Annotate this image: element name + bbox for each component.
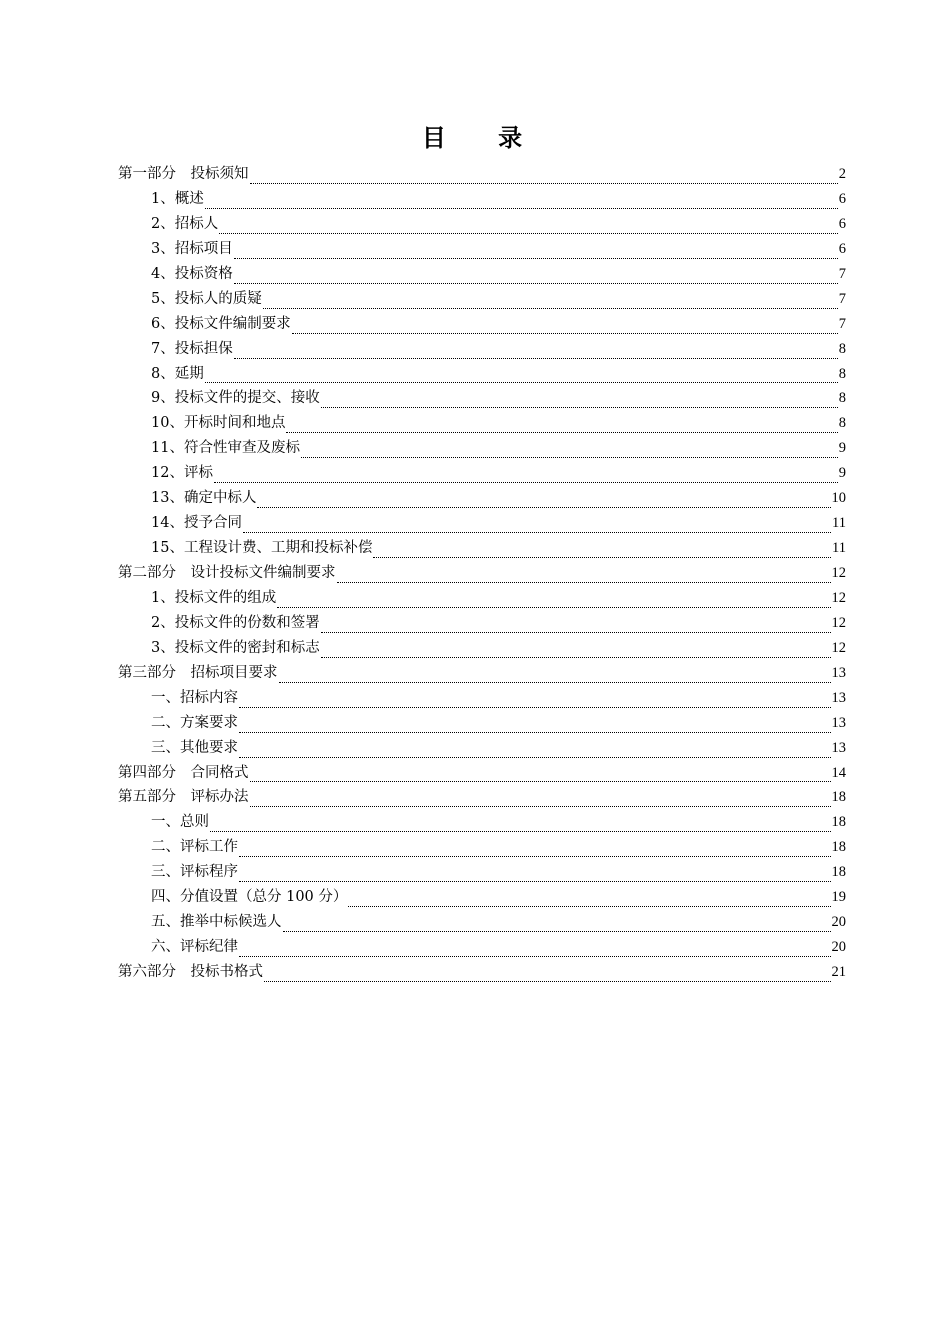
toc-dot-leader <box>239 867 831 882</box>
toc-section-entry[interactable] <box>118 337 846 362</box>
toc-section-entry[interactable] <box>118 910 846 935</box>
toc-page-number: 18 <box>831 789 846 806</box>
toc-entry-label: 5、投标人的质疑 <box>151 290 262 307</box>
toc-dot-leader <box>205 194 838 209</box>
toc-page-number: 19 <box>831 889 846 906</box>
toc-section-entry[interactable] <box>118 686 846 711</box>
toc-page-number: 8 <box>838 390 846 407</box>
toc-section-entry[interactable] <box>118 436 846 461</box>
toc-page-number: 20 <box>831 914 846 931</box>
toc-entry-label: 第六部分 投标书格式 <box>118 964 263 980</box>
toc-entry-label: 三、其他要求 <box>151 739 238 756</box>
toc-section-entry[interactable] <box>118 736 846 761</box>
toc-section-entry[interactable] <box>118 511 846 536</box>
toc-page-number: 7 <box>838 315 846 332</box>
toc-page-number: 11 <box>832 515 846 532</box>
toc-part-entry[interactable] <box>118 761 846 786</box>
toc-section-entry[interactable] <box>118 411 846 436</box>
toc-entry-label: 3、投标文件的密封和标志 <box>151 639 320 656</box>
toc-entry-label: 五、推举中标候选人 <box>151 914 282 931</box>
toc-section-entry[interactable] <box>118 860 846 885</box>
toc-entry-label: 六、评标纪律 <box>151 939 238 956</box>
toc-entry-label: 7、投标担保 <box>151 340 233 357</box>
toc-entry-label: 1、投标文件的组成 <box>151 589 277 606</box>
toc-part-entry[interactable] <box>118 960 846 985</box>
toc-page-number: 13 <box>831 714 846 731</box>
toc-entry-label: 第三部分 招标项目要求 <box>118 664 278 681</box>
toc-page-number: 6 <box>838 190 846 207</box>
toc-page-number: 8 <box>838 340 846 357</box>
toc-dot-leader <box>205 368 838 383</box>
toc-dot-leader <box>234 269 838 284</box>
toc-entry-label: 二、评标工作 <box>151 839 238 856</box>
toc-dot-leader <box>239 842 831 857</box>
toc-dot-leader <box>250 767 831 782</box>
toc-dot-leader <box>279 668 831 683</box>
toc-dot-leader <box>214 468 838 483</box>
toc-dot-leader <box>337 568 831 583</box>
toc-entry-label: 一、总则 <box>151 814 209 831</box>
toc-dot-leader <box>239 743 831 758</box>
toc-section-entry[interactable] <box>118 362 846 387</box>
toc-dot-leader <box>286 418 837 433</box>
toc-entry-label: 一、招标内容 <box>151 689 238 706</box>
toc-section-entry[interactable] <box>118 486 846 511</box>
toc-page-number: 18 <box>831 839 846 856</box>
toc-page-number: 12 <box>831 565 846 581</box>
toc-section-entry[interactable] <box>118 187 846 212</box>
toc-page-number: 10 <box>831 490 846 507</box>
toc-section-entry[interactable] <box>118 636 846 661</box>
toc-page-number: 9 <box>838 465 846 482</box>
table-of-contents <box>118 162 846 985</box>
toc-section-entry[interactable] <box>118 885 846 910</box>
toc-dot-leader <box>264 967 831 982</box>
toc-dot-leader <box>263 294 838 309</box>
toc-page-number: 12 <box>831 589 846 606</box>
toc-section-entry[interactable] <box>118 536 846 561</box>
toc-entry-label: 11、符合性审查及废标 <box>151 440 300 457</box>
toc-dot-leader <box>219 219 838 234</box>
toc-dot-leader <box>210 817 831 832</box>
toc-dot-leader <box>239 718 831 733</box>
toc-dot-leader <box>292 319 838 334</box>
toc-dot-leader <box>234 244 838 259</box>
toc-dot-leader <box>250 169 838 184</box>
toc-page-number: 13 <box>831 664 846 681</box>
toc-page-number: 13 <box>831 739 846 756</box>
toc-dot-leader <box>234 344 838 359</box>
toc-entry-label: 第五部分 评标办法 <box>118 789 249 806</box>
toc-entry-label: 三、评标程序 <box>151 864 238 881</box>
toc-section-entry[interactable] <box>118 287 846 312</box>
toc-entry-label: 15、工程设计费、工期和投标补偿 <box>151 540 373 557</box>
toc-title: 目 录 <box>421 123 545 152</box>
toc-section-entry[interactable] <box>118 810 846 835</box>
toc-entry-label: 2、投标文件的份数和签署 <box>151 614 320 631</box>
toc-entry-label: 四、分值设置（总分 100 分） <box>151 889 348 906</box>
toc-page-number: 13 <box>831 689 846 706</box>
toc-page-number: 21 <box>831 964 846 980</box>
toc-entry-label: 第四部分 合同格式 <box>118 764 249 781</box>
toc-page-number: 9 <box>838 440 846 457</box>
toc-page-number: 18 <box>831 864 846 881</box>
toc-dot-leader <box>321 618 831 633</box>
toc-dot-leader <box>321 643 831 658</box>
toc-dot-leader <box>239 942 831 957</box>
toc-page-number: 7 <box>838 290 846 307</box>
toc-dot-leader <box>277 593 830 608</box>
toc-entry-label: 2、招标人 <box>151 215 219 232</box>
toc-entry-label: 14、授予合同 <box>151 515 242 532</box>
toc-entry-label: 13、确定中标人 <box>151 490 257 507</box>
toc-entry-label: 第二部分 设计投标文件编制要求 <box>118 565 336 581</box>
toc-page-number: 18 <box>831 814 846 831</box>
toc-page-number: 12 <box>831 639 846 656</box>
toc-section-entry[interactable] <box>118 835 846 860</box>
toc-dot-leader <box>250 792 831 807</box>
toc-part-entry[interactable] <box>118 785 846 810</box>
toc-page-number: 11 <box>832 540 846 557</box>
toc-page-number: 6 <box>838 215 846 232</box>
toc-entry-label: 1、概述 <box>151 190 204 207</box>
toc-section-entry[interactable] <box>118 237 846 262</box>
toc-dot-leader <box>257 493 830 508</box>
toc-entry-label: 10、开标时间和地点 <box>151 415 286 432</box>
toc-section-entry[interactable] <box>118 262 846 287</box>
toc-dot-leader <box>348 892 830 907</box>
toc-section-entry[interactable] <box>118 935 846 960</box>
toc-entry-label: 第一部分 投标须知 <box>118 166 249 182</box>
toc-part-entry[interactable] <box>118 661 846 686</box>
toc-page-number: 8 <box>838 365 846 382</box>
toc-dot-leader <box>283 917 831 932</box>
toc-dot-leader <box>301 443 838 458</box>
toc-page-number: 2 <box>838 166 846 182</box>
toc-page-number: 12 <box>831 614 846 631</box>
toc-entry-label: 6、投标文件编制要求 <box>151 315 291 332</box>
toc-dot-leader <box>321 393 838 408</box>
toc-entry-label: 3、招标项目 <box>151 240 233 257</box>
toc-entry-label: 二、方案要求 <box>151 714 238 731</box>
toc-section-entry[interactable] <box>118 586 846 611</box>
toc-dot-leader <box>243 518 831 533</box>
toc-part-entry[interactable] <box>118 162 846 187</box>
toc-page-number: 8 <box>838 415 846 432</box>
toc-section-entry[interactable] <box>118 611 846 636</box>
toc-page-number: 7 <box>838 265 846 282</box>
toc-section-entry[interactable] <box>118 386 846 411</box>
toc-part-entry[interactable] <box>118 561 846 586</box>
toc-dot-leader <box>373 543 831 558</box>
toc-entry-label: 8、延期 <box>151 365 204 382</box>
toc-section-entry[interactable] <box>118 212 846 237</box>
toc-page-number: 20 <box>831 939 846 956</box>
toc-page-number: 6 <box>838 240 846 257</box>
toc-entry-label: 12、评标 <box>151 465 213 482</box>
toc-section-entry[interactable] <box>118 711 846 736</box>
toc-dot-leader <box>239 693 831 708</box>
toc-page-number: 14 <box>831 764 846 781</box>
toc-entry-label: 4、投标资格 <box>151 265 233 282</box>
toc-entry-label: 9、投标文件的提交、接收 <box>151 390 320 407</box>
toc-section-entry[interactable] <box>118 312 846 337</box>
toc-section-entry[interactable] <box>118 461 846 486</box>
